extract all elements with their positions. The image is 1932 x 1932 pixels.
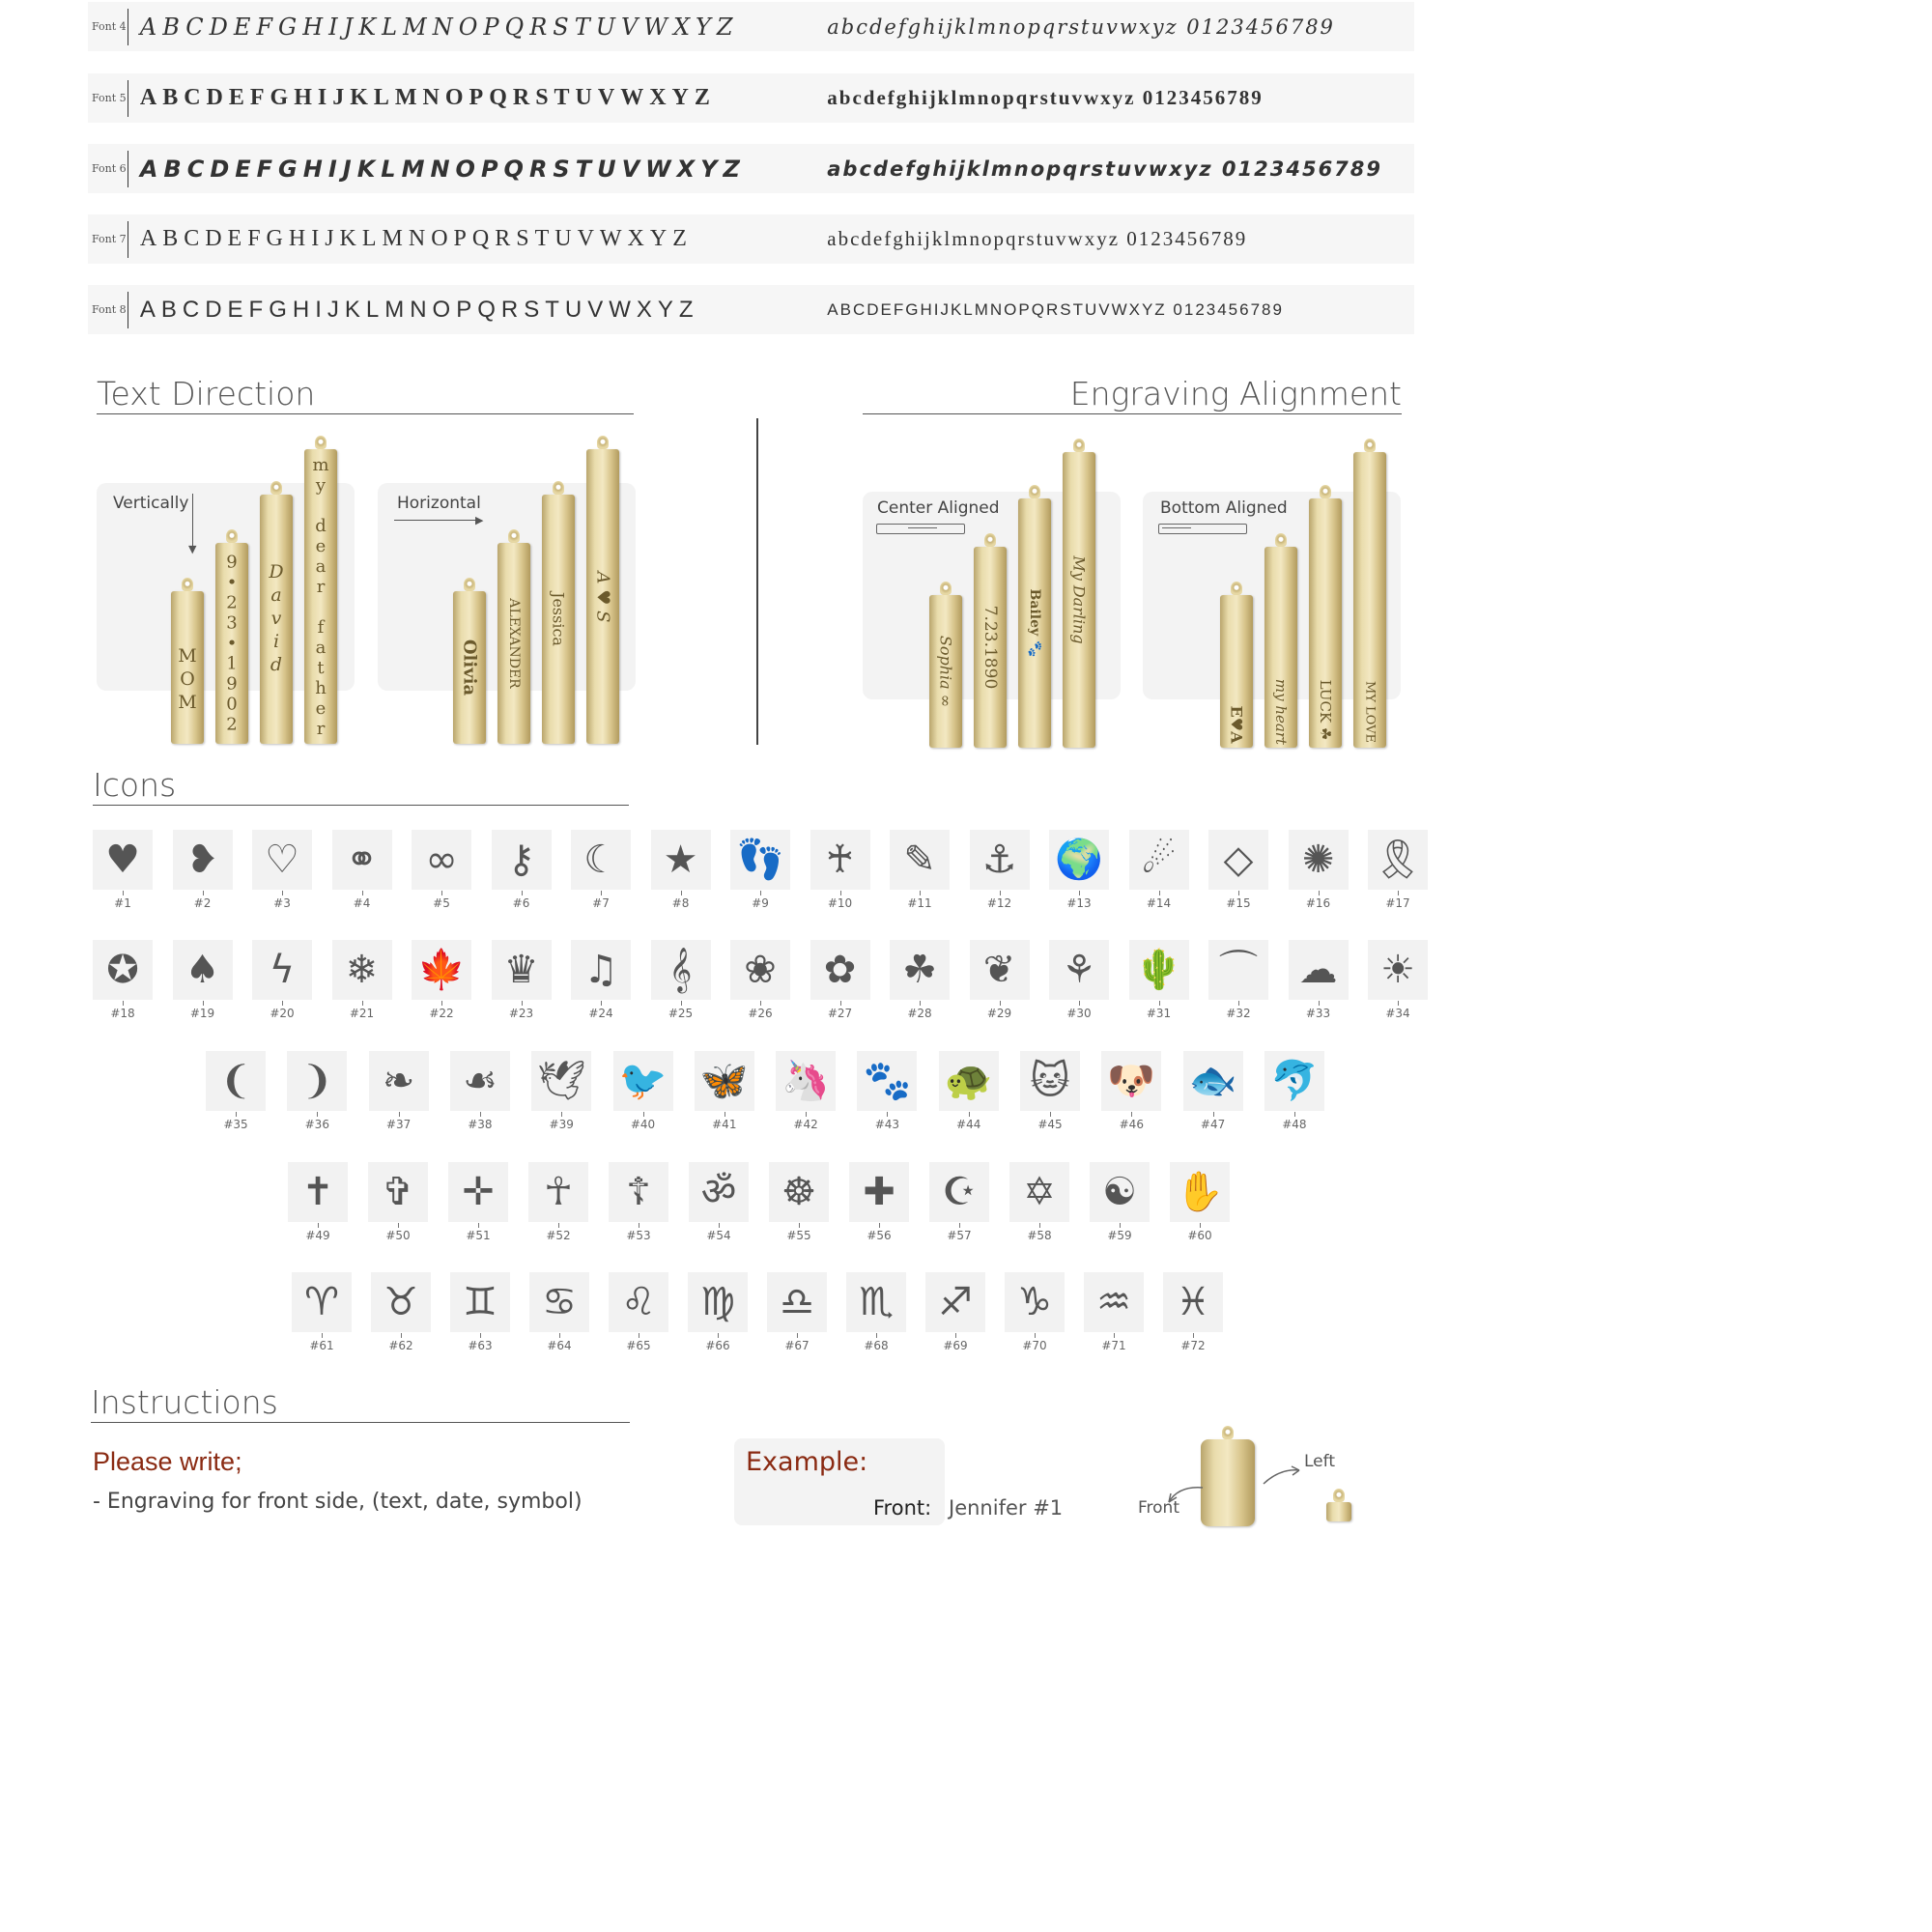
- gemini-icon: ♊: [450, 1272, 510, 1332]
- font-row-6: [88, 144, 1414, 193]
- icon-number: #17: [1368, 896, 1428, 910]
- section-divider: [756, 418, 758, 745]
- icon-option: [1101, 1051, 1161, 1131]
- font-row-7: [88, 214, 1414, 264]
- globe-icon: 🌍: [1049, 830, 1109, 890]
- icon-option: [93, 940, 153, 1020]
- icon-option: [609, 1272, 668, 1352]
- clover-icon: ☘: [890, 940, 950, 1000]
- icon-number: #36: [287, 1118, 347, 1131]
- star-of-david-icon: ✡: [1009, 1162, 1069, 1222]
- icon-number: #27: [810, 1007, 870, 1020]
- icon-number: #44: [939, 1118, 999, 1131]
- bar-engraving: E♥A: [1227, 705, 1246, 744]
- wing-right-icon: ❩: [287, 1051, 347, 1111]
- icon-option: [689, 1162, 749, 1242]
- icon-option: [1208, 830, 1268, 910]
- ribbon-icon: 🎗: [1368, 830, 1428, 890]
- icon-option: [846, 1272, 906, 1352]
- icon-option: [371, 1272, 431, 1352]
- sun-icon: ☀: [1368, 940, 1428, 1000]
- icon-number: #1: [93, 896, 153, 910]
- bar-pendant: [1018, 498, 1051, 748]
- icon-number: #14: [1129, 896, 1189, 910]
- font-lowercase-sample: abcdefghijklmnopqrstuvwxyz 0123456789: [827, 227, 1248, 250]
- horizontal-label: Horizontal: [397, 494, 481, 513]
- icon-option: [1009, 1162, 1069, 1242]
- icon-number: #3: [252, 896, 312, 910]
- wing-outline-right-icon: ☙: [450, 1051, 510, 1111]
- icon-option: [929, 1162, 989, 1242]
- icon-option: [730, 830, 790, 910]
- icon-number: #6: [492, 896, 552, 910]
- icon-number: #7: [571, 896, 631, 910]
- icon-number: #45: [1020, 1118, 1080, 1131]
- icon-number: #29: [970, 1007, 1030, 1020]
- icon-option: [412, 830, 471, 910]
- icon-number: #15: [1208, 896, 1268, 910]
- icon-option: [529, 1272, 589, 1352]
- icon-option: [412, 940, 471, 1020]
- bar-pendant: [453, 591, 486, 744]
- icon-number: #72: [1163, 1339, 1223, 1352]
- icon-option: [450, 1051, 510, 1131]
- icon-number: #34: [1368, 1007, 1428, 1020]
- anchor-icon: ⚓: [970, 830, 1030, 890]
- icon-number: #52: [528, 1229, 588, 1242]
- bar-engraving: ALEXANDER: [506, 598, 522, 689]
- bar-pendant: [171, 591, 204, 744]
- heart-outline-icon: ♡: [252, 830, 312, 890]
- double-heart-icon: ⚭: [332, 830, 392, 890]
- front-value: Jennifer #1: [949, 1496, 1064, 1520]
- instruction-line: - Engraving for front side, (text, date, symbol): [93, 1490, 582, 1514]
- bar-engraving: MY LOVE: [1362, 681, 1378, 744]
- olive-branch-icon: ❦: [970, 940, 1030, 1000]
- icon-option: [857, 1051, 917, 1131]
- text-direction-title: Text Direction: [97, 375, 634, 414]
- vertical-label: Vertically: [113, 494, 189, 513]
- bar-engraving: A ♥ S: [592, 571, 613, 622]
- font-uppercase-sample: ABCDEFGHIJKLMNOPQRSTUVWXYZ: [139, 13, 739, 41]
- shooting-star-icon: ☄: [1129, 830, 1189, 890]
- icon-number: #60: [1170, 1229, 1230, 1242]
- icon-number: #35: [206, 1118, 266, 1131]
- bar-engraving: David: [266, 561, 287, 677]
- bar-pendant: [1264, 547, 1297, 748]
- bar-engraving: Sophia ∞: [936, 635, 955, 708]
- unicorn-icon: 🦄: [776, 1051, 836, 1111]
- bar-pendant: [304, 449, 337, 744]
- font-row-8: [88, 285, 1414, 334]
- icon-option: [369, 1051, 429, 1131]
- bar-pendant: [1309, 498, 1342, 748]
- infinity-icon: ∞: [412, 830, 471, 890]
- icon-number: #58: [1009, 1229, 1069, 1242]
- font-uppercase-sample: ABCDEFGHIJKLMNOPQRSTUVWXYZ: [139, 155, 746, 183]
- cat-icon: 🐱: [1020, 1051, 1080, 1111]
- icon-number: #30: [1049, 1007, 1109, 1020]
- icon-option: [252, 940, 312, 1020]
- paw-icon: 🐾: [857, 1051, 917, 1111]
- bar-engraving: LUCK ☘: [1317, 679, 1334, 741]
- example-bar-pendant-small: [1326, 1502, 1351, 1521]
- icon-number: #5: [412, 896, 471, 910]
- bar-pendant: [929, 595, 962, 748]
- cloud-icon: ☁: [1289, 940, 1349, 1000]
- icon-option: [206, 1051, 266, 1131]
- feather-icon: ✎: [890, 830, 950, 890]
- icon-number: #54: [689, 1229, 749, 1242]
- icon-option: [651, 830, 711, 910]
- icon-option: [695, 1051, 754, 1131]
- icon-number: #25: [651, 1007, 711, 1020]
- icon-number: #39: [531, 1118, 591, 1131]
- icon-option: [769, 1162, 829, 1242]
- icon-option: [890, 830, 950, 910]
- icon-number: #28: [890, 1007, 950, 1020]
- yin-yang-icon: ☯: [1090, 1162, 1150, 1222]
- orthodox-cross-icon: ☦: [609, 1162, 668, 1222]
- icon-number: #63: [450, 1339, 510, 1352]
- icon-number: #16: [1289, 896, 1349, 910]
- bar-engraving: my heart: [1272, 678, 1290, 745]
- center-aligned-label: Center Aligned: [877, 498, 1000, 518]
- icon-option: [531, 1051, 591, 1131]
- icon-option: [810, 830, 870, 910]
- icon-option: [528, 1162, 588, 1242]
- font-lowercase-sample: abcdefghijklmnopqrstuvwxyz 0123456789: [827, 86, 1264, 109]
- icon-option: [849, 1162, 909, 1242]
- font-row-5: [88, 73, 1414, 123]
- icon-number: #69: [925, 1339, 985, 1352]
- cancer-icon: ♋: [529, 1272, 589, 1332]
- icon-number: #8: [651, 896, 711, 910]
- font-lowercase-sample: abcdefghijklmnopqrstuvwxyz 0123456789: [827, 156, 1383, 181]
- icon-option: [450, 1272, 510, 1352]
- icon-number: #64: [529, 1339, 589, 1352]
- hamsa-icon: ✋: [1170, 1162, 1230, 1222]
- moon-icon: ☾: [571, 830, 631, 890]
- music-note-icon: ♫: [571, 940, 631, 1000]
- bar-engraving: 9•23•1902: [221, 552, 242, 735]
- icon-number: #48: [1264, 1118, 1324, 1131]
- font-uppercase-sample: ABCDEFGHIJKLMNOPQRSTUVWXYZ: [139, 85, 716, 110]
- icon-number: #65: [609, 1339, 668, 1352]
- diamond-icon: ◇: [1208, 830, 1268, 890]
- icon-option: [1084, 1272, 1144, 1352]
- engraving-alignment-title: Engraving Alignment: [863, 375, 1402, 414]
- icon-number: #42: [776, 1118, 836, 1131]
- flower-icon: ✿: [810, 940, 870, 1000]
- icon-option: [492, 830, 552, 910]
- icon-number: #38: [450, 1118, 510, 1131]
- icon-number: #20: [252, 1007, 312, 1020]
- icon-number: #32: [1208, 1007, 1268, 1020]
- heart-icon: ♥: [93, 830, 153, 890]
- sagittarius-icon: ♐: [925, 1272, 985, 1332]
- icon-option: [970, 830, 1030, 910]
- bar-engraving: 7.23.1890: [980, 605, 1000, 690]
- butterfly-icon: 🦋: [695, 1051, 754, 1111]
- bar-pendant: [497, 543, 530, 744]
- dove-branch-icon: 🐦: [613, 1051, 673, 1111]
- font-uppercase-sample: ABCDEFGHIJKLMNOPQRSTUVWXYZ: [139, 226, 693, 251]
- icon-option: [1129, 830, 1189, 910]
- virgo-icon: ♍: [688, 1272, 748, 1332]
- font-label: Font 5: [88, 80, 128, 117]
- font-label: Font 7: [88, 221, 128, 258]
- icon-number: #9: [730, 896, 790, 910]
- font-lowercase-sample: ABCDEFGHIJKLMNOPQRSTUVWXYZ 0123456789: [827, 299, 1284, 319]
- font-lowercase-sample: abcdefghijklmnopqrstuvwxyz 0123456789: [827, 14, 1335, 39]
- icon-option: [1129, 940, 1189, 1020]
- cross-outline-icon: ✞: [368, 1162, 428, 1222]
- center-align-mark: [908, 527, 937, 528]
- icon-option: [1368, 940, 1428, 1020]
- icon-option: [613, 1051, 673, 1131]
- icon-option: [1170, 1162, 1230, 1242]
- icon-option: [173, 830, 233, 910]
- crown-icon: ♛: [492, 940, 552, 1000]
- angel-icon: ♰: [810, 830, 870, 890]
- capricorn-icon: ♑: [1005, 1272, 1065, 1332]
- please-write-heading: Please write;: [93, 1447, 242, 1476]
- icon-option: [1368, 830, 1428, 910]
- ship-wheel-icon: ☸: [769, 1162, 829, 1222]
- font-label: Font 4: [88, 9, 128, 45]
- icon-number: #62: [371, 1339, 431, 1352]
- icon-option: [1289, 940, 1349, 1020]
- icon-option: [492, 940, 552, 1020]
- icon-option: [1005, 1272, 1065, 1352]
- font-uppercase-sample: ABCDEFGHIJKLMNOPQRSTUVWXYZ: [139, 296, 699, 323]
- font-row-4: [88, 2, 1414, 51]
- icon-number: #21: [332, 1007, 392, 1020]
- icon-option: [288, 1162, 348, 1242]
- center-align-indicator-icon: [876, 524, 965, 534]
- icon-number: #41: [695, 1118, 754, 1131]
- wing-left-icon: ❨: [206, 1051, 266, 1111]
- ankh-icon: ☥: [528, 1162, 588, 1222]
- down-arrow-icon: [192, 494, 193, 550]
- icon-number: #18: [93, 1007, 153, 1020]
- icon-number: #50: [368, 1229, 428, 1242]
- icon-number: #33: [1289, 1007, 1349, 1020]
- font-label: Font 6: [88, 151, 128, 187]
- bar-pendant: [542, 495, 575, 744]
- font-label: Font 8: [88, 292, 128, 328]
- icon-number: #67: [767, 1339, 827, 1352]
- bar-pendant: [1220, 595, 1253, 748]
- bottom-align-indicator-icon: [1158, 524, 1247, 534]
- bar-pendant: [215, 543, 248, 744]
- front-side-label: Front: [1138, 1498, 1179, 1518]
- key-icon: ⚷: [492, 830, 552, 890]
- icon-number: #4: [332, 896, 392, 910]
- leo-icon: ♌: [609, 1272, 668, 1332]
- icon-number: #43: [857, 1118, 917, 1131]
- bottom-aligned-label: Bottom Aligned: [1160, 498, 1288, 518]
- bar-pendant: [974, 547, 1007, 748]
- cactus-icon: 🌵: [1129, 940, 1189, 1000]
- icon-option: [1020, 1051, 1080, 1131]
- icon-option: [1049, 830, 1109, 910]
- icon-option: [688, 1272, 748, 1352]
- icon-option: [1090, 1162, 1150, 1242]
- left-side-label: Left: [1304, 1452, 1335, 1471]
- bar-pendant: [1063, 452, 1095, 748]
- icon-option: [332, 940, 392, 1020]
- icon-number: #10: [810, 896, 870, 910]
- taurus-icon: ♉: [371, 1272, 431, 1332]
- turtle-icon: 🐢: [939, 1051, 999, 1111]
- icon-number: #13: [1049, 896, 1109, 910]
- icon-option: [287, 1051, 347, 1131]
- icon-option: [173, 940, 233, 1020]
- icon-number: #56: [849, 1229, 909, 1242]
- icon-number: #70: [1005, 1339, 1065, 1352]
- dog-icon: 🐶: [1101, 1051, 1161, 1111]
- icon-option: [332, 830, 392, 910]
- bar-pendant: [586, 449, 619, 744]
- icon-number: #22: [412, 1007, 471, 1020]
- footprints-icon: 👣: [730, 830, 790, 890]
- rainbow-icon: ⌒: [1208, 940, 1268, 1000]
- icon-option: [651, 940, 711, 1020]
- icon-option: [1163, 1272, 1223, 1352]
- icon-option: [609, 1162, 668, 1242]
- bar-pendant: [1353, 452, 1386, 748]
- fish-icon: 🐟: [1183, 1051, 1243, 1111]
- icon-number: #66: [688, 1339, 748, 1352]
- crescent-star-icon: ☪: [929, 1162, 989, 1222]
- bar-engraving: MOM: [177, 644, 198, 715]
- icon-number: #46: [1101, 1118, 1161, 1131]
- om-icon: ॐ: [689, 1162, 749, 1222]
- bar-engraving: Bailey 🐾: [1027, 588, 1042, 658]
- icon-number: #55: [769, 1229, 829, 1242]
- mandala-icon: ✺: [1289, 830, 1349, 890]
- icon-number: #23: [492, 1007, 552, 1020]
- icon-number: #47: [1183, 1118, 1243, 1131]
- spade-icon: ♠: [173, 940, 233, 1000]
- right-arrow-icon: [394, 520, 479, 521]
- icon-number: #19: [173, 1007, 233, 1020]
- icons-title: Icons: [93, 766, 629, 806]
- icon-number: #26: [730, 1007, 790, 1020]
- wing-outline-left-icon: ❧: [369, 1051, 429, 1111]
- direction-arrows-icon: [1159, 1449, 1314, 1515]
- icon-option: [890, 940, 950, 1020]
- lightning-icon: ϟ: [252, 940, 312, 1000]
- icon-number: #24: [571, 1007, 631, 1020]
- front-label: Front:: [873, 1496, 932, 1520]
- example-title: Example:: [746, 1447, 868, 1477]
- icon-option: [776, 1051, 836, 1131]
- maple-leaf-icon: 🍁: [412, 940, 471, 1000]
- icon-number: #57: [929, 1229, 989, 1242]
- icon-option: [571, 830, 631, 910]
- icon-option: [368, 1162, 428, 1242]
- dolphin-icon: 🐬: [1264, 1051, 1324, 1111]
- lotus-icon: ❀: [730, 940, 790, 1000]
- icon-option: [925, 1272, 985, 1352]
- bar-engraving: my dear father: [310, 454, 331, 739]
- icon-option: [448, 1162, 508, 1242]
- instructions-title: Instructions: [91, 1383, 630, 1423]
- icon-number: #12: [970, 896, 1030, 910]
- icon-number: #2: [173, 896, 233, 910]
- aquarius-icon: ♒: [1084, 1272, 1144, 1332]
- icon-option: [1183, 1051, 1243, 1131]
- tulip-icon: ⚘: [1049, 940, 1109, 1000]
- icon-option: [571, 940, 631, 1020]
- snowflake-icon: ❄: [332, 940, 392, 1000]
- bar-engraving: Olivia: [459, 639, 480, 696]
- winged-heart-icon: ❥: [173, 830, 233, 890]
- icon-number: #68: [846, 1339, 906, 1352]
- bar-pendant: [260, 495, 293, 744]
- arrow-head-icon: ▼: [188, 543, 197, 555]
- ornate-cross-icon: ✛: [448, 1162, 508, 1222]
- icon-option: [1289, 830, 1349, 910]
- icon-option: [1208, 940, 1268, 1020]
- icon-option: [1049, 940, 1109, 1020]
- icon-option: [292, 1272, 352, 1352]
- icon-number: #61: [292, 1339, 352, 1352]
- icon-number: #11: [890, 896, 950, 910]
- icon-number: #40: [613, 1118, 673, 1131]
- icon-number: #51: [448, 1229, 508, 1242]
- treble-clef-icon: 𝄞: [651, 940, 711, 1000]
- circle-star-icon: ✪: [93, 940, 153, 1000]
- pisces-icon: ♓: [1163, 1272, 1223, 1332]
- bar-engraving: Jessica: [549, 592, 568, 646]
- icon-number: #37: [369, 1118, 429, 1131]
- icon-option: [730, 940, 790, 1020]
- icon-option: [1264, 1051, 1324, 1131]
- icon-number: #59: [1090, 1229, 1150, 1242]
- libra-icon: ♎: [767, 1272, 827, 1332]
- icon-option: [767, 1272, 827, 1352]
- star-icon: ★: [651, 830, 711, 890]
- bottom-align-mark: [1162, 527, 1191, 528]
- arrow-head-icon: ▶: [475, 514, 484, 526]
- icon-option: [810, 940, 870, 1020]
- icon-option: [252, 830, 312, 910]
- bar-engraving: My Darling: [1069, 555, 1089, 644]
- icon-option: [939, 1051, 999, 1131]
- scorpio-icon: ♏: [846, 1272, 906, 1332]
- icon-number: #31: [1129, 1007, 1189, 1020]
- aries-icon: ♈: [292, 1272, 352, 1332]
- swiss-cross-icon: ✚: [849, 1162, 909, 1222]
- icon-option: [93, 830, 153, 910]
- icon-number: #71: [1084, 1339, 1144, 1352]
- icon-number: #53: [609, 1229, 668, 1242]
- icon-option: [970, 940, 1030, 1020]
- icon-number: #49: [288, 1229, 348, 1242]
- cross-icon: ✝: [288, 1162, 348, 1222]
- dove-icon: 🕊: [531, 1051, 591, 1111]
